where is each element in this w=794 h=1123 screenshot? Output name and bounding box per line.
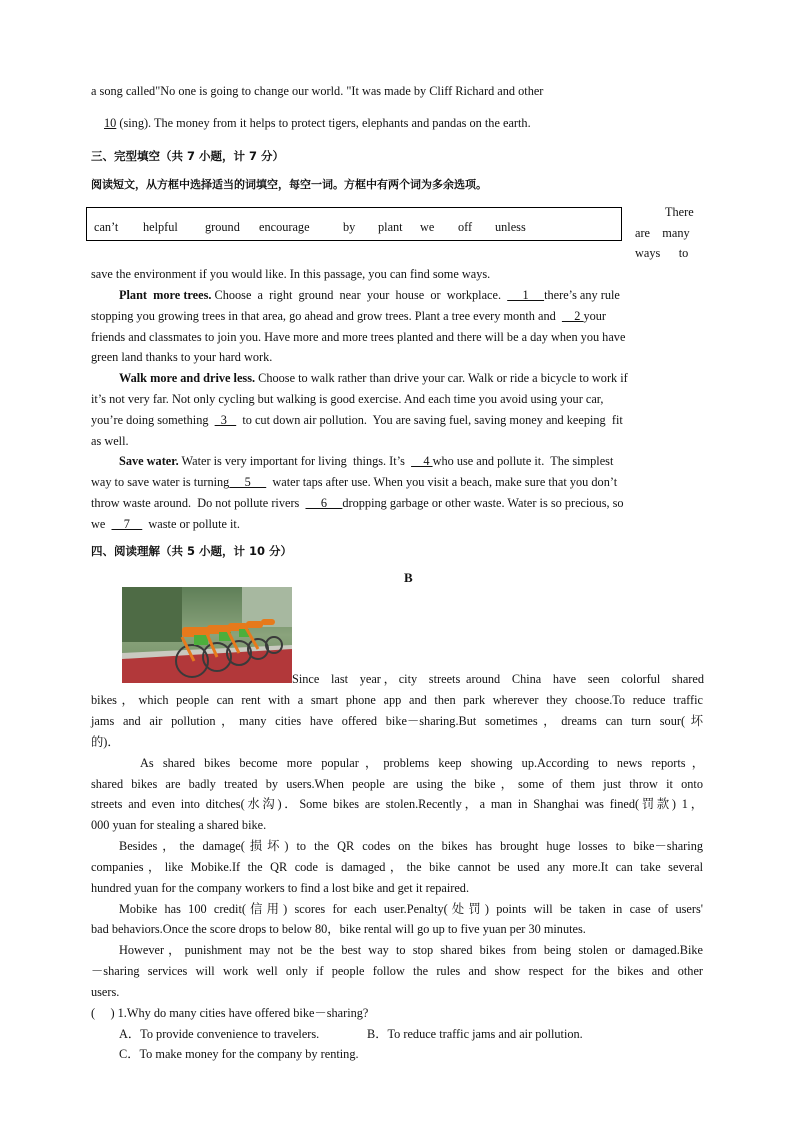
text-segment: are many (635, 226, 690, 240)
text-line (119, 371, 628, 385)
passage-label: B (404, 570, 413, 585)
text-segment: your (583, 309, 606, 323)
word-option: can’t (94, 220, 119, 234)
text-line: it’s not very far. Not only cycling but walking is good exercise. And each time you avoid using your car, (91, 392, 604, 406)
text-segment: Choose to walk rather than drive your car. Walk or ride a bicycle to work if (255, 371, 628, 385)
text-segment: Water is very important for living things. It’s (178, 454, 412, 468)
blank-6: 6 (305, 496, 343, 510)
word-option: encourage (259, 220, 310, 234)
word-option: unless (495, 220, 526, 234)
section-heading-4: 四、阅读理解（共 5 小题，计 10 分） (91, 544, 293, 558)
paragraph-title: Plant more trees. (119, 288, 212, 302)
text-segment: (sing). The money from it helps to protect tigers, elephants and pandas on the earth. (116, 116, 531, 130)
text-line: bikes，which people can rent with a smart phone app and then park wherever they choose.To reduce traffic (91, 693, 703, 707)
paragraph-title: Walk more and drive less. (119, 371, 256, 385)
text-line (119, 288, 620, 302)
text-line (91, 517, 240, 531)
blank-10: 10 (104, 116, 117, 130)
text-line: a song called"No one is going to change our world. "It was made by Cliff Richard and other (91, 84, 544, 98)
text-line: Besides，the damage(损坏) to the QR codes on the bikes has brought huge losses to bike－sharing (119, 839, 703, 853)
word-option: ground (205, 220, 240, 234)
text-segment: dropping garbage or other waste. Water is so precious, so (342, 496, 624, 510)
text-line: hundred yuan for the company workers to find a lost bike and get it repaired. (91, 881, 470, 895)
text-line: Mobike has 100 credit(信用) scores for each user.Penalty(处罚) points will be taken in case of users' (119, 902, 703, 916)
word-option: plant (378, 220, 403, 234)
text-line: Since last year，city streets around China have seen colorful shared (292, 672, 704, 686)
blank-5: 5 (229, 475, 267, 489)
option-c: C．To make money for the company by renting. (119, 1047, 359, 1061)
text-line (91, 413, 623, 427)
text-line (91, 496, 624, 510)
paragraph-title: Save water. (119, 454, 179, 468)
text-line: green land thanks to your hard work. (91, 350, 273, 364)
text-line (119, 454, 613, 468)
blank-2: 2 (561, 309, 584, 323)
option-b: B．To reduce traffic jams and air pollution. (367, 1027, 583, 1041)
text-line: as well. (91, 434, 129, 448)
blank-4: 4 (411, 454, 433, 468)
text-line: users. (91, 985, 120, 999)
text-line (91, 309, 606, 323)
bike-image-icon (122, 587, 292, 683)
text-line (104, 116, 531, 130)
text-line: As shared bikes become more popular，problems keep showing up.According to news reports， (140, 756, 704, 770)
blank-1: 1 (507, 288, 545, 302)
section-instruction: 阅读短文，从方框中选择适当的词填空，每空一词。方框中有两个词为多余选项。 (91, 178, 487, 191)
text-line: companies，like Mobike.If the QR code is damaged，the bike cannot be used any more.It can take several (91, 860, 703, 874)
text-segment: there’s any rule (544, 288, 620, 302)
section-heading-3: 三、完型填空（共 7 小题，计 7 分） (91, 149, 285, 163)
word-option: by (343, 220, 356, 234)
text-segment: waste or pollute it. (142, 517, 240, 531)
word-option: we (420, 220, 435, 234)
text-segment: to cut down air pollution. You are saving fuel, saving money and keeping fit (236, 413, 623, 427)
shared-bikes-photo (122, 587, 292, 683)
text-line: bad behaviors.Once the score drops to below 80，bike rental will go up to five yuan per 30 minutes. (91, 922, 586, 936)
text-segment: water taps after use. When you visit a beach, make sure that you don’t (266, 475, 618, 489)
text-line (91, 475, 617, 489)
text-segment: you’re doing something (91, 413, 215, 427)
text-line: －sharing services will work well only if people follow the rules and show respect for the bikes and other (91, 964, 703, 978)
text-segment: There (665, 205, 694, 219)
text-line: streets and even into ditches(水沟)．Some bikes are stolen.Recently，a man in Shanghai was fined(罚款) 1， (91, 797, 703, 811)
text-segment: ways to (635, 246, 689, 260)
text-line: 的)． (91, 735, 120, 749)
text-segment: throw waste around. Do not pollute rivers (91, 496, 306, 510)
text-line: However，punishment may not be the best way to stop shared bikes from being stolen or damaged.Bike (119, 943, 703, 957)
text-segment: stopping you growing trees in that area, go ahead and grow trees. Plant a tree every month and (91, 309, 562, 323)
option-a: A．To provide convenience to travelers. (119, 1027, 320, 1041)
text-segment: we (91, 517, 112, 531)
blank-3: 3 (214, 413, 237, 427)
blank-7: 7 (111, 517, 143, 531)
word-box (86, 207, 622, 241)
text-line: jams and air pollution，many cities have offered bike－sharing.But sometimes，dreams can turn sour(坏 (91, 714, 703, 728)
text-line: friends and classmates to join you. Have more and more trees planted and there will be a day when you have (91, 330, 626, 344)
text-line: shared bikes are badly treated by users.When people are using the bike，some of them just throw it onto (91, 777, 703, 791)
text-segment: Choose a right ground near your house or workplace. (211, 288, 508, 302)
word-option: off (458, 220, 473, 234)
text-segment: way to save water is turning (91, 475, 230, 489)
text-line: save the environment if you would like. In this passage, you can find some ways. (91, 267, 491, 281)
question-1: ( ) 1.Why do many cities have offered bike－sharing? (91, 1006, 369, 1020)
word-option: helpful (143, 220, 178, 234)
text-line: 000 yuan for stealing a shared bike. (91, 818, 267, 832)
text-segment: who use and pollute it. The simplest (432, 454, 614, 468)
